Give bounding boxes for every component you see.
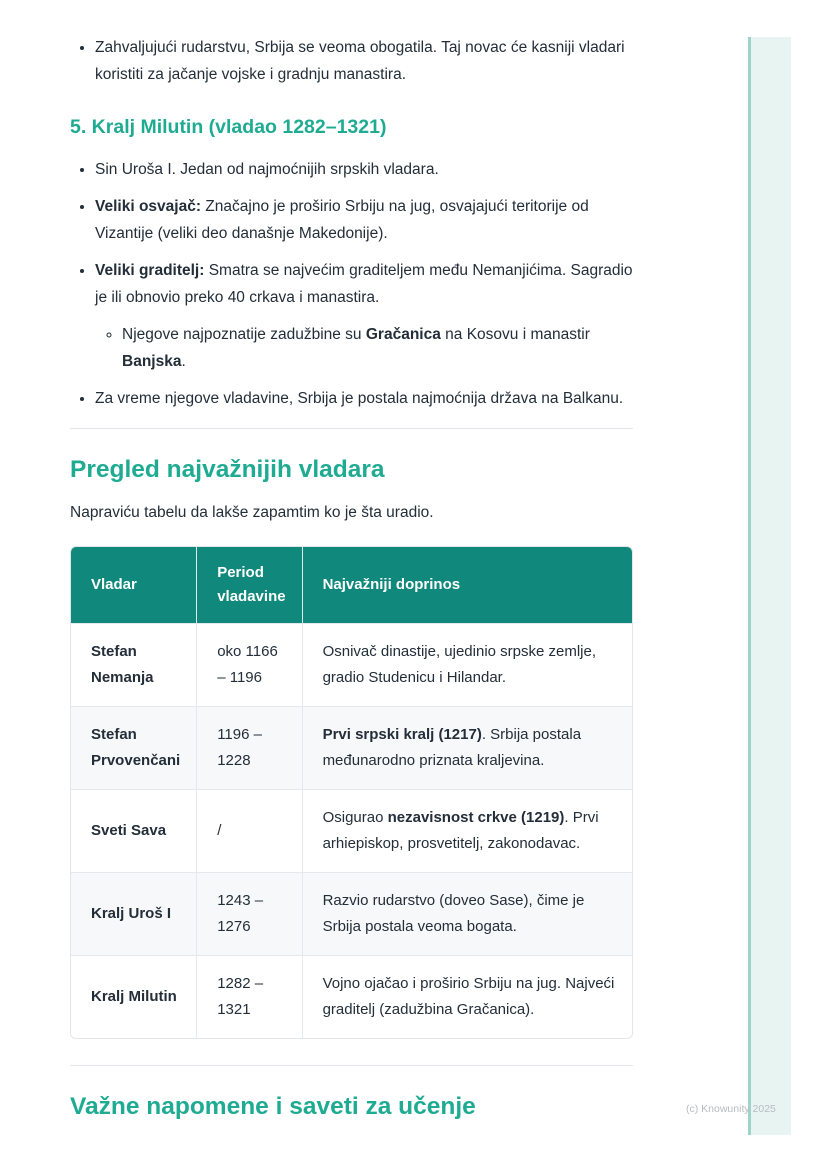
bullet-item: • Sin Uroša I. Jedan od najmoćnijih srpskih vladara. [95,156,633,183]
cell-vladar: Stefan Prvovenčani [71,707,197,790]
cell-period: / [197,790,302,873]
rulers-table [71,547,632,1038]
section-heading-pregled: Pregled najvažnijih vladara [70,456,385,483]
page-content [70,0,633,1122]
cell-doprinos: Razvio rudarstvo (doveo Sase), čime je Srbija postala veoma bogata. [302,873,632,956]
right-accent-bar [748,37,791,1135]
bullet-item: • Za vreme njegove vladavine, Srbija je postala najmoćnija država na Balkanu. [95,385,633,412]
cell-vladar: Kralj Milutin [71,956,197,1039]
table-row [71,624,632,707]
sub-bullet-list [95,321,633,375]
section-heading-vazne: Važne napomene i saveti za učenje [70,1093,476,1120]
bullet-item: • Zahvaljujući rudarstvu, Srbija se veoma obogatila. Taj novac će kasniji vladari koristiti za jačanje vojske i gradnju manastira. [95,34,633,88]
cell-doprinos: Prvi srpski kralj (1217). Srbija postala međunarodno priznata kraljevina. [302,707,632,790]
section-heading-milutin: 5. Kralj Milutin (vladao 1282–1321) [70,116,387,138]
table-row [71,790,632,873]
bullet-item [95,257,633,375]
cell-period: 1282 – 1321 [197,956,302,1039]
table-header-row [71,547,632,624]
content-divider [70,1065,633,1066]
column-header-period: Period vladavine [197,547,302,624]
cell-period: oko 1166 – 1196 [197,624,302,707]
column-header-vladar: Vladar [71,547,197,624]
table-row [71,707,632,790]
cell-doprinos: Osnivač dinastije, ujedinio srpske zemlje, gradio Studenicu i Hilandar. [302,624,632,707]
content-divider [70,428,633,429]
cell-doprinos: Osigurao nezavisnost crkve (1219). Prvi arhiepiskop, prosvetitelj, zakonodavac. [302,790,632,873]
table-intro-paragraph: Napraviću tabelu da lakše zapamtim ko je šta uradio. [70,504,434,521]
column-header-doprinos: Najvažniji doprinos [302,547,632,624]
bullet-text: Veliki graditelj: Smatra se najvećim graditeljem među Nemanjićima. Sagradio je ili obnovio preko 40 crkava i manastira. [95,262,633,306]
cell-period: 1196 – 1228 [197,707,302,790]
table-row [71,956,632,1039]
intro-bullet-list [70,34,633,88]
cell-vladar: Kralj Uroš I [71,873,197,956]
sub-bullet-item: ◦ Njegove najpoznatije zadužbine su Gračanica na Kosovu i manastir Banjska. [122,321,633,375]
cell-vladar: Sveti Sava [71,790,197,873]
bullet-item: • Veliki osvajač: Značajno je proširio Srbiju na jug, osvajajući teritorije od Vizantije (veliki deo današnje Makedonije). [95,193,633,247]
cell-period: 1243 – 1276 [197,873,302,956]
milutin-bullet-list [70,156,633,412]
watermark: (c) Knowunity 2025 [686,1103,776,1115]
table-row [71,873,632,956]
cell-vladar: Stefan Nemanja [71,624,197,707]
cell-doprinos: Vojno ojačao i proširio Srbiju na jug. Najveći graditelj (zadužbina Gračanica). [302,956,632,1039]
rulers-table-wrapper [70,546,633,1039]
